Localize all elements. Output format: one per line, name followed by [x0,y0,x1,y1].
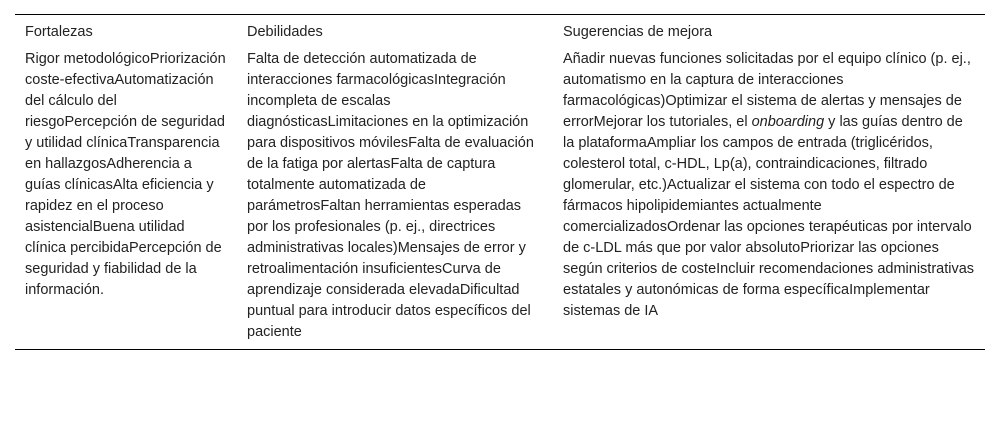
header-debilidades: Debilidades [247,24,323,40]
strengths-weaknesses-table [15,14,985,350]
sugerencias-italic-term: onboarding [751,114,825,130]
sugerencias-text-2: y las guías dentro de la plataformaAmpliar los campos de entrada (triglicéridos, colesterol total, c-HDL, Lp(a), contraindicaciones, filtrado glomerular, etc.)Actualizar el sistema con todo el espectro de fármacos hipolipidemiantes actualmente comercializadosOrdenar las opciones terapéuticas por intervalo de c-LDL más que por valor absolutoPriorizar las opciones según criterios de costeIncluir recomendaciones administrativas estatales y autonómicas de forma específicaImplementar sistemas de IA [563,114,975,319]
table-row [15,47,985,350]
cell-fortalezas: Rigor metodológicoPriorización coste-efectivaAutomatización del cálculo del riesgoPercepción de seguridad y utilidad clínicaTransparencia en hallazgosAdherencia a guías clínicasAlta eficiencia y rapidez en el proceso asistencialBuena utilidad clínica percibidaPercepción de seguridad y fiabilidad de la información. [25,51,226,298]
header-sugerencias: Sugerencias de mejora [563,24,713,40]
header-fortalezas: Fortalezas [25,24,93,40]
swot-table-container [15,14,985,350]
cell-sugerencias [553,47,985,350]
sugerencias-text-1: Añadir nuevas funciones solicitadas por el equipo clínico (p. ej., automatismo en la captura de interacciones farmacológicas)Optimizar el sistema de alertas y mensajes de errorMejorar los tutoriales, el [563,51,971,130]
table-header-row [15,15,985,48]
cell-debilidades: Falta de detección automatizada de interacciones farmacológicasIntegración incompleta de escalas diagnósticasLimitaciones en la optimización para dispositivos móvilesFalta de evaluación de la fatiga por alertasFalta de captura totalmente automatizada de parámetrosFaltan herramientas esperadas por los profesionales (p. ej., directrices administrativas locales)Mensajes de error y retroalimentación insuficientesCurva de aprendizaje considerada elevadaDificultad puntual para introducir datos específicos del paciente [247,51,534,340]
